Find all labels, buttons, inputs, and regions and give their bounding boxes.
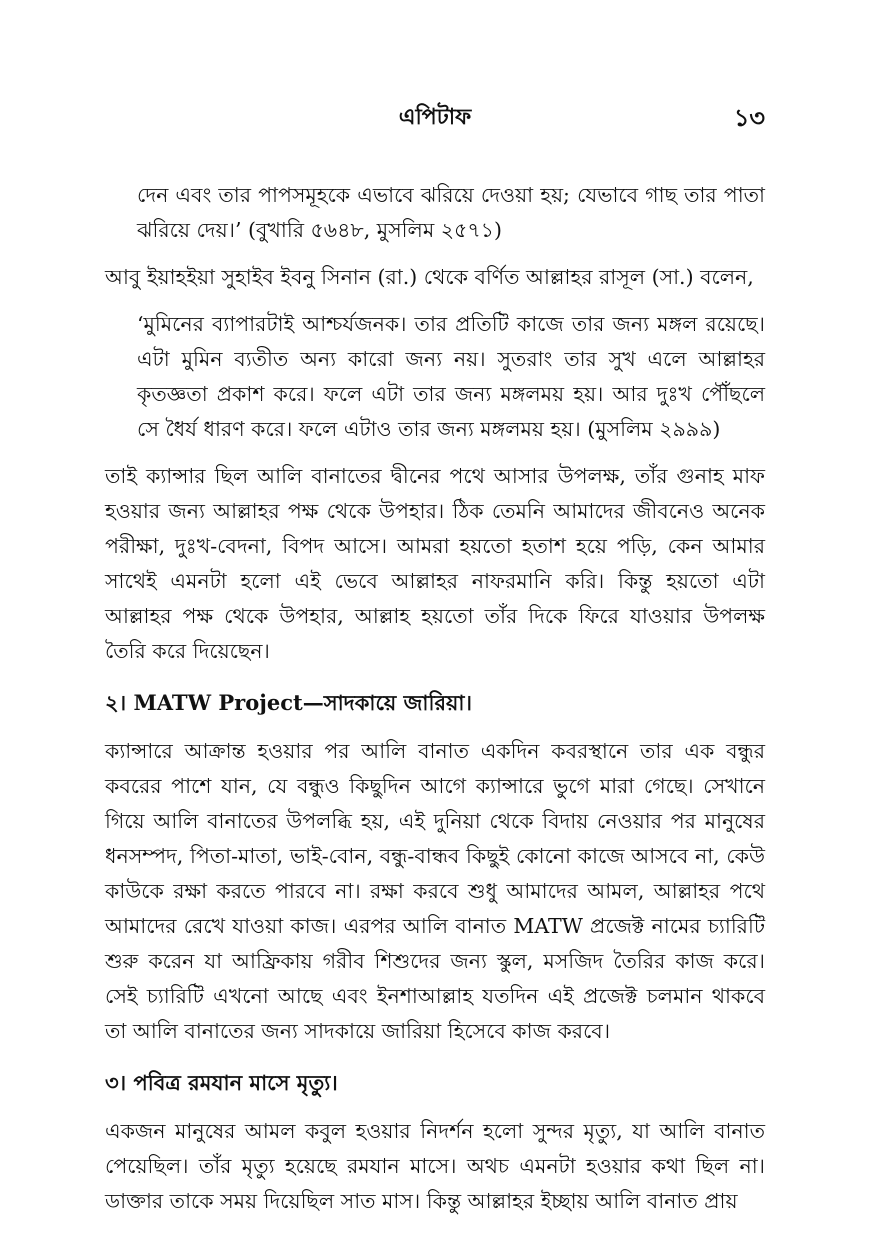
running-title: এপিটাফ [398, 104, 472, 130]
ramadan-paragraph: একজন মানুষের আমল কবুল হওয়ার নিদর্শন হলো সুন্দর মৃত্যু, যা আলি বানাত পেয়েছিল। তাঁর মৃত্যু হয়েছে রমযান মাসে। অথচ এমনটা হওয়ার কথা ছিল না। ডাক্তার তাকে সময় দিয়েছিল সাত মাস। কিন্তু আল্লাহর ইচ্ছায় আলি বানাত প্রায় [105, 1119, 765, 1213]
page-number: ১৩ [733, 103, 765, 132]
section-heading-ramadan: ৩। পবিত্র রমযান মাসে মৃত্যু। [105, 1070, 338, 1095]
running-header [105, 100, 765, 136]
cancer-gift-paragraph: তাই ক্যান্সার ছিল আলি বানাতের দ্বীনের পথে আসার উপলক্ষ, তাঁর গুনাহ মাফ হওয়ার জন্য আল্লাহর পক্ষ থেকে উপহার। ঠিক তেমনি আমাদের জীবনেও অনেক পরীক্ষা, দুঃখ-বেদনা, বিপদ আসে। আমরা হয়তো হতাশ হয়ে পড়ি, কেন আমার সাথেই এমনটা হলো এই ভেবে আল্লাহর নাফরমানি করি। কিন্তু হয়তো এটা আল্লাহর পক্ষ থেকে উপহার, আল্লাহ হয়তো তাঁর দিকে ফিরে যাওয়ার উপলক্ষ তৈরি করে দিয়েছেন। [105, 464, 765, 663]
quote-continuation: দেন এবং তার পাপসমূহকে এভাবে ঝরিয়ে দেওয়া হয়; যেভাবে গাছ তার পাতা ঝরিয়ে দেয়।’ (বুখারি ৫৬৪৮, মুসলিম ২৫৭১) [137, 183, 765, 242]
matw-paragraph: ক্যান্সারে আক্রান্ত হওয়ার পর আলি বানাত একদিন কবরস্থানে তার এক বন্ধুর কবরের পাশে যান, যে বন্ধুও কিছুদিন আগে ক্যান্সারে ভুগে মারা গেছে। সেখানে গিয়ে আলি বানাতের উপলব্ধি হয়, এই দুনিয়া থেকে বিদায় নেওয়ার পর মানুষের ধনসম্পদ, পিতা-মাতা, ভাই-বোন, বন্ধু-বান্ধব কিছুই কোনো কাজে আসবে না, কেউ কাউকে রক্ষা করতে পারবে না। রক্ষা করবে শুধু আমাদের আমল, আল্লাহর পথে আমাদের রেখে যাওয়া কাজ। এরপর আলি বানাত MATW প্রজেক্ট নামের চ্যারিটি শুরু করেন যা আফ্রিকায় গরীব শিশুদের জন্য স্কুল, মসজিদ তৈরির কাজ করে। সেই চ্যারিটি এখনো আছে এবং ইনশাআল্লাহ যতদিন এই প্রজেক্ট চলমান থাকবে তা আলি বানাতের জন্য সাদকায়ে জারিয়া হিসেবে কাজ করবে। [105, 739, 765, 1043]
hadith-intro-paragraph: আবু ইয়াহইয়া সুহাইব ইবনু সিনান (রা.) থেকে বর্ণিত আল্লাহর রাসূল (সা.) বলেন, [105, 265, 754, 289]
hadith-quote: ‘মুমিনের ব্যাপারটাই আশ্চর্যজনক। তার প্রতিটি কাজে তার জন্য মঙ্গল রয়েছে। এটা মুমিন ব্যতীত অন্য কারো জন্য নয়। সুতরাং তার সুখ এলে আল্লাহর কৃতজ্ঞতা প্রকাশ করে। ফলে এটা তার জন্য মঙ্গলময় হয়। আর দুঃখ পৌঁছলে সে ধৈর্য ধারণ করে। ফলে এটাও তার জন্য মঙ্গলময় হয়। (মুসলিম ২৯৯৯) [137, 312, 765, 441]
section-heading-matw: ২। MATW Project—সাদকায়ে জারিয়া। [105, 690, 472, 715]
page-body [105, 178, 765, 1219]
